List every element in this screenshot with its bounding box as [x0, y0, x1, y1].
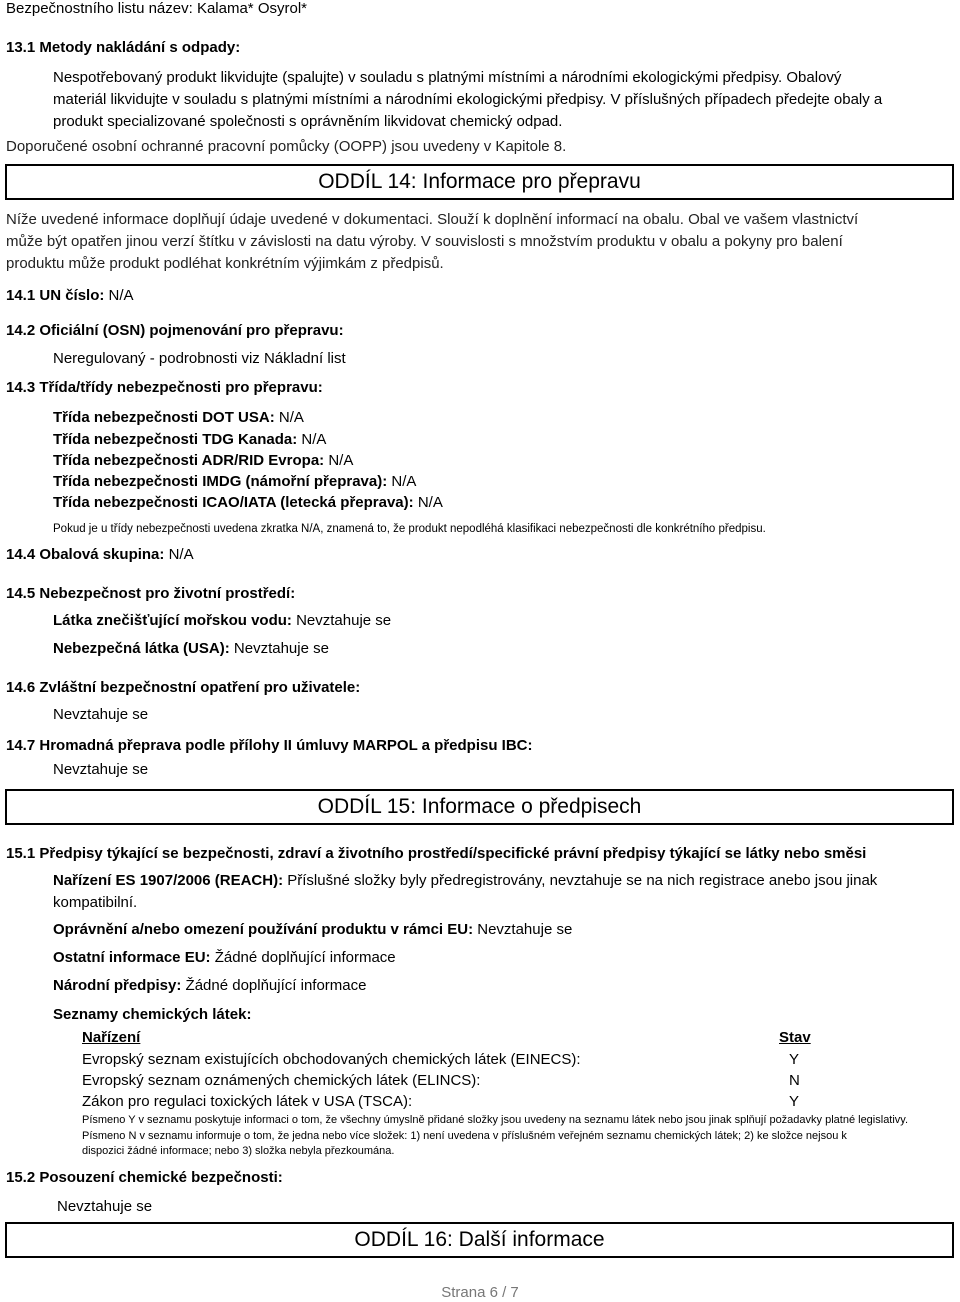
- text-line: může být opatřen jinou verzí štítku v závislosti na datu výroby. V souvislosti s množstvím produktu v obalu a pokyny pro balení: [6, 233, 843, 250]
- reach-value: Příslušné složky byly předregistrovány, nevztahuje se na nich registrace anebo jsou jinak: [287, 872, 878, 889]
- section-15-1-heading: 15.1 Předpisy týkající se bezpečnosti, zdraví a životního prostředí/specifické právní předpisy týkající se látky nebo směsi: [6, 845, 867, 862]
- hazard-class-label: Třída nebezpečnosti ICAO/IATA (letecká přeprava):: [53, 494, 414, 511]
- section-14-intro: [6, 209, 858, 275]
- eu-authorisation-value: Nevztahuje se: [477, 921, 573, 938]
- section-14-6-heading: 14.6 Zvláštní bezpečnostní opatření pro uživatele:: [6, 679, 361, 696]
- section-16-title-text: ODDÍL 16: Další informace: [354, 1228, 605, 1251]
- inventory-footnote: [82, 1113, 908, 1160]
- hazard-class-value: N/A: [301, 431, 327, 448]
- page-number: Strana 6 / 7: [441, 1284, 519, 1301]
- hazard-class-label: Třída nebezpečnosti DOT USA:: [53, 409, 275, 426]
- section-14-6-value: Nevztahuje se: [53, 706, 149, 723]
- section-15-2-heading: 15.2 Posouzení chemické bezpečnosti:: [6, 1169, 283, 1186]
- hazard-class-tdg: [53, 431, 326, 448]
- hazard-class-value: N/A: [328, 452, 354, 469]
- hazardous-substance: [53, 640, 329, 657]
- hazard-class-value: N/A: [417, 494, 443, 511]
- eu-authorisation: [53, 921, 572, 938]
- un-number-value: N/A: [108, 287, 134, 304]
- section-15-title-text: ODDÍL 15: Informace o předpisech: [317, 795, 642, 818]
- marine-pollutant-value: Nevztahuje se: [296, 612, 392, 629]
- inventory-row-status: N: [789, 1072, 800, 1089]
- other-eu-label: Ostatní informace EU:: [53, 949, 211, 966]
- packing-group: [6, 546, 194, 563]
- inventory-row-status: Y: [789, 1093, 800, 1110]
- text-line: Písmeno N v seznamu informuje o tom, že jedna nebo více složek: 1) není uvedena v příslušném veřejném seznamu chemických látek; 2) ke složce nejsou k: [82, 1129, 847, 1142]
- col-regulation-header: Nařízení: [82, 1029, 141, 1046]
- hazardous-substance-label: Nebezpečná látka (USA):: [53, 640, 230, 657]
- hazard-class-imdg: [53, 473, 416, 490]
- text-line: Níže uvedené informace doplňují údaje uvedené v dokumentaci. Slouží k doplnění informací na obalu. Obal ve vašem vlastnictví: [6, 211, 859, 228]
- text-line: materiál likvidujte v souladu s platnými místními a národními ekologickými předpisy. V příslušných případech předejte obaly a: [53, 91, 883, 108]
- reach-label: Nařízení ES 1907/2006 (REACH):: [53, 872, 284, 889]
- inventory-row-name: Evropský seznam oznámených chemických látek (ELINCS):: [82, 1072, 481, 1089]
- section-14-2-value: Neregulovaný - podrobnosti viz Nákladní list: [53, 350, 346, 367]
- document-header: Bezpečnostního listu název: Kalama* Osyrol*: [6, 0, 307, 17]
- inventory-row-name: Evropský seznam existujících obchodovaných chemických látek (EINECS):: [82, 1051, 581, 1068]
- packing-group-label: 14.4 Obalová skupina:: [6, 546, 165, 563]
- marine-pollutant: [53, 612, 391, 629]
- col-status-header: Stav: [779, 1029, 811, 1046]
- text-line: kompatibilní.: [53, 894, 138, 911]
- text-line: produkt specializované společnosti s oprávněním likvidovat chemický odpad.: [53, 113, 563, 130]
- hazard-class-label: Třída nebezpečnosti IMDG (námořní přeprava):: [53, 473, 388, 490]
- ppe-note: Doporučené osobní ochranné pracovní pomůcky (OOPP) jsou uvedeny v Kapitole 8.: [6, 138, 567, 155]
- un-number-label: 14.1 UN číslo:: [6, 287, 105, 304]
- packing-group-value: N/A: [168, 546, 194, 563]
- reach-info: [53, 870, 953, 914]
- hazard-class-icao: [53, 494, 443, 511]
- hazard-class-value: N/A: [391, 473, 417, 490]
- national-label: Národní předpisy:: [53, 977, 182, 994]
- hazard-class-label: Třída nebezpečnosti TDG Kanada:: [53, 431, 298, 448]
- section-14-3-heading: 14.3 Třída/třídy nebezpečnosti pro přepravu:: [6, 379, 323, 396]
- hazard-class-value: N/A: [278, 409, 304, 426]
- text-line: [53, 870, 953, 892]
- section-14-title-text: ODDÍL 14: Informace pro přepravu: [318, 170, 641, 193]
- section-14-2-heading: 14.2 Oficiální (OSN) pojmenování pro přepravu:: [6, 322, 344, 339]
- na-note: Pokud je u třídy nebezpečnosti uvedena zkratka N/A, znamená to, že produkt nepodléhá klasifikaci nebezpečnosti dle konkrétního předpisu.: [53, 523, 766, 535]
- text-line: dispozici žádné informace; nebo 3) složka nebyla přezkoumána.: [82, 1145, 395, 1157]
- text-line: Nespotřebovaný produkt likvidujte (spalujte) v souladu s platnými místními a národními ekologickými předpisy. Obalový: [53, 69, 842, 86]
- eu-authorisation-label: Oprávnění a/nebo omezení používání produktu v rámci EU:: [53, 921, 474, 938]
- other-eu-value: Žádné doplňující informace: [214, 949, 396, 966]
- section-15-title: [5, 789, 954, 825]
- text-line: produktu může produkt podléhat konkrétním výjimkám z předpisů.: [6, 255, 444, 272]
- chemical-lists-heading: Seznamy chemických látek:: [53, 1006, 252, 1023]
- section-14-title: [5, 164, 954, 200]
- section-13-1-text: [53, 67, 882, 133]
- section-14-7-heading: 14.7 Hromadná přeprava podle přílohy II úmluvy MARPOL a předpisu IBC:: [6, 737, 533, 754]
- text-line: Písmeno Y v seznamu poskytuje informaci o tom, že všechny úmyslně přidané složky jsou uvedeny na seznamu látek nebo jsou jinak splňují požadavky platné legislativy.: [82, 1114, 909, 1126]
- section-14-7-value: Nevztahuje se: [53, 761, 149, 778]
- hazard-class-dot: [53, 409, 304, 426]
- hazard-class-adr: [53, 452, 353, 469]
- other-eu-info: [53, 949, 396, 966]
- hazard-class-label: Třída nebezpečnosti ADR/RID Evropa:: [53, 452, 325, 469]
- national-value: Žádné doplňující informace: [185, 977, 367, 994]
- un-number: [6, 287, 134, 304]
- section-15-2-value: Nevztahuje se: [57, 1198, 153, 1215]
- inventory-row-name: Zákon pro regulaci toxických látek v USA (TSCA):: [82, 1093, 413, 1110]
- section-14-5-heading: 14.5 Nebezpečnost pro životní prostředí:: [6, 585, 296, 602]
- hazardous-substance-value: Nevztahuje se: [233, 640, 329, 657]
- national-regulations: [53, 977, 366, 994]
- section-13-1-heading: 13.1 Metody nakládání s odpady:: [6, 39, 241, 56]
- marine-pollutant-label: Látka znečišťující mořskou vodu:: [53, 612, 292, 629]
- inventory-row-status: Y: [789, 1051, 800, 1068]
- section-16-title: [5, 1222, 954, 1258]
